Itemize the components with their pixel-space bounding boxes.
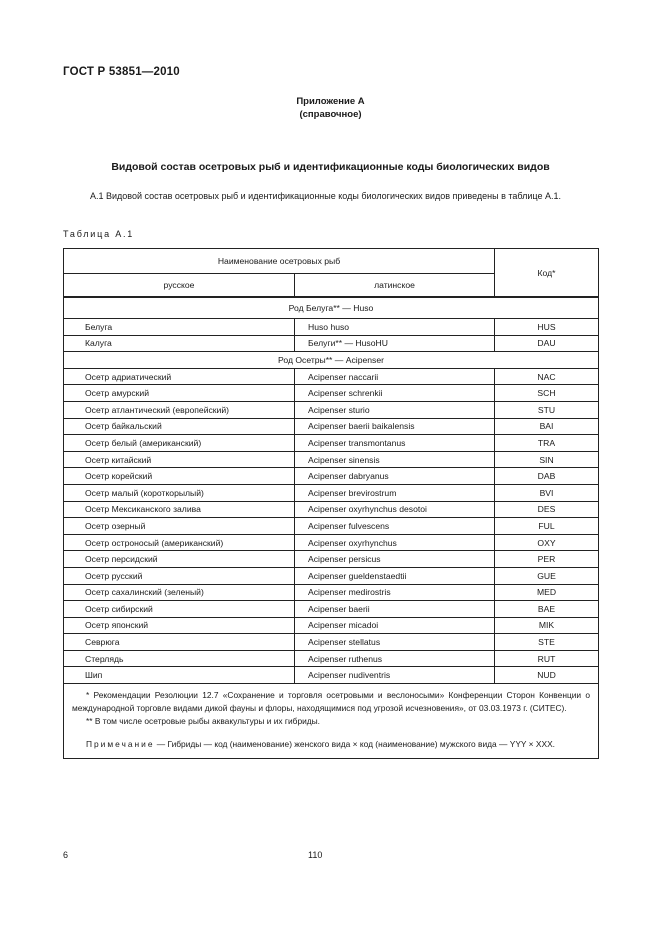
table-row: [64, 484, 599, 501]
species-latin-name: Acipenser schrenkii: [295, 385, 495, 402]
species-russian-name: Осетр байкальский: [64, 418, 295, 435]
table-notes: [64, 684, 599, 759]
species-russian-name: Стерлядь: [64, 650, 295, 667]
species-latin-name: Acipenser transmontanus: [295, 435, 495, 452]
species-latin-name: Acipenser brevirostrum: [295, 484, 495, 501]
species-latin-name: Acipenser sturio: [295, 401, 495, 418]
table-row: [64, 617, 599, 634]
table-row: [64, 368, 599, 385]
table-row: [64, 501, 599, 518]
species-russian-name: Осетр персидский: [64, 551, 295, 568]
table-row: [64, 667, 599, 684]
species-russian-name: Осетр амурский: [64, 385, 295, 402]
note-text: — Гибриды — код (наименование) женского вида × код (наименование) мужского вида — YYY × XXX.: [154, 739, 555, 750]
species-latin-name: Acipenser stellatus: [295, 634, 495, 651]
fish-species-table: [63, 248, 599, 759]
species-code: SCH: [495, 385, 599, 402]
species-latin-name: Acipenser fulvescens: [295, 518, 495, 535]
table-row: [64, 551, 599, 568]
species-russian-name: Осетр корейский: [64, 468, 295, 485]
species-code: BAE: [495, 601, 599, 618]
species-code: HUS: [495, 319, 599, 336]
species-latin-name: Acipenser sinensis: [295, 451, 495, 468]
species-code: DAB: [495, 468, 599, 485]
species-latin-name: Acipenser medirostris: [295, 584, 495, 601]
header-russian: русское: [64, 274, 295, 298]
species-russian-name: Осетр белый (американский): [64, 435, 295, 452]
table-row: [64, 385, 599, 402]
species-latin-name: Acipenser oxyrhynchus desotoi: [295, 501, 495, 518]
species-code: OXY: [495, 534, 599, 551]
species-russian-name: Осетр японский: [64, 617, 295, 634]
species-russian-name: Шип: [64, 667, 295, 684]
table-row: [64, 352, 599, 369]
table-row: [64, 534, 599, 551]
table-row: [64, 601, 599, 618]
species-latin-name: Acipenser baerii: [295, 601, 495, 618]
species-latin-name: Acipenser oxyrhynchus: [295, 534, 495, 551]
footnote-1: * Рекомендации Резолюции 12.7 «Сохранение и торговля осетровыми и веслоносыми» Конференции Сторон Конвенции о международной торговле видами дикой фауны и флоры, находящимися под угрозой исчезновения», от 03.03.1973 г. (СИТЕС).: [72, 690, 590, 714]
species-code: DAU: [495, 335, 599, 352]
header-code: Код*: [495, 249, 599, 298]
species-code: NAC: [495, 368, 599, 385]
species-code: STU: [495, 401, 599, 418]
species-latin-name: Acipenser dabryanus: [295, 468, 495, 485]
species-code: BAI: [495, 418, 599, 435]
species-russian-name: Осетр сибирский: [64, 601, 295, 618]
species-russian-name: Осетр атлантический (европейский): [64, 401, 295, 418]
table-row: [64, 634, 599, 651]
species-code: GUE: [495, 567, 599, 584]
species-russian-name: Осетр русский: [64, 567, 295, 584]
species-code: RUT: [495, 650, 599, 667]
species-code: SIN: [495, 451, 599, 468]
species-russian-name: Калуга: [64, 335, 295, 352]
table-row: [64, 435, 599, 452]
species-latin-name: Huso huso: [295, 319, 495, 336]
table-row: [64, 584, 599, 601]
species-code: BVI: [495, 484, 599, 501]
species-code: MED: [495, 584, 599, 601]
species-russian-name: Осетр малый (короткорылый): [64, 484, 295, 501]
table-row: [64, 335, 599, 352]
species-code: PER: [495, 551, 599, 568]
table-row: [64, 418, 599, 435]
species-russian-name: Осетр адриатический: [64, 368, 295, 385]
species-latin-name: Белуги** — HusoHU: [295, 335, 495, 352]
table-row: [64, 518, 599, 535]
species-latin-name: Acipenser ruthenus: [295, 650, 495, 667]
header-latin: латинское: [295, 274, 495, 298]
species-russian-name: Осетр Мексиканского залива: [64, 501, 295, 518]
table-row: [64, 451, 599, 468]
appendix-subtitle: (справочное): [299, 109, 362, 120]
note-label: Примечание: [86, 739, 155, 750]
species-code: DES: [495, 501, 599, 518]
species-code: NUD: [495, 667, 599, 684]
species-code: STE: [495, 634, 599, 651]
species-latin-name: Acipenser persicus: [295, 551, 495, 568]
species-code: FUL: [495, 518, 599, 535]
genus-acipenser-row: Род Осетры** — Acipenser: [64, 352, 599, 369]
header-names: Наименование осетровых рыб: [64, 249, 495, 274]
species-latin-name: Acipenser baerii baikalensis: [295, 418, 495, 435]
species-russian-name: Белуга: [64, 319, 295, 336]
species-russian-name: Осетр остроносый (американский): [64, 534, 295, 551]
footnote-2: ** В том числе осетровые рыбы аквакультуры и их гибриды.: [86, 716, 321, 727]
species-latin-name: Acipenser gueldenstaedtii: [295, 567, 495, 584]
table-note: [72, 738, 590, 751]
document-title: Видовой состав осетровых рыб и идентификационные коды биологических видов: [111, 161, 550, 173]
appendix-title: Приложение А: [296, 96, 365, 107]
species-russian-name: Осетр китайский: [64, 451, 295, 468]
species-code: TRA: [495, 435, 599, 452]
table-row: [64, 319, 599, 336]
species-russian-name: Севрюга: [64, 634, 295, 651]
species-russian-name: Осетр сахалинский (зеленый): [64, 584, 295, 601]
intro-paragraph: А.1 Видовой состав осетровых рыб и идентификационные коды биологических видов приведены в таблице А.1.: [90, 191, 561, 201]
table-row: [64, 468, 599, 485]
table-row: [64, 650, 599, 667]
species-latin-name: Acipenser micadoi: [295, 617, 495, 634]
genus-huso-row: Род Белуга** — Huso: [64, 297, 599, 319]
footer-left-number: 6: [63, 850, 69, 860]
table-row: [64, 401, 599, 418]
species-code: MIK: [495, 617, 599, 634]
species-russian-name: Осетр озерный: [64, 518, 295, 535]
table-row: [64, 567, 599, 584]
table-caption: Таблица А.1: [63, 229, 135, 239]
species-latin-name: Acipenser naccarii: [295, 368, 495, 385]
page-number: 110: [308, 850, 323, 860]
species-latin-name: Acipenser nudiventris: [295, 667, 495, 684]
standard-number: ГОСТ Р 53851—2010: [63, 66, 180, 78]
